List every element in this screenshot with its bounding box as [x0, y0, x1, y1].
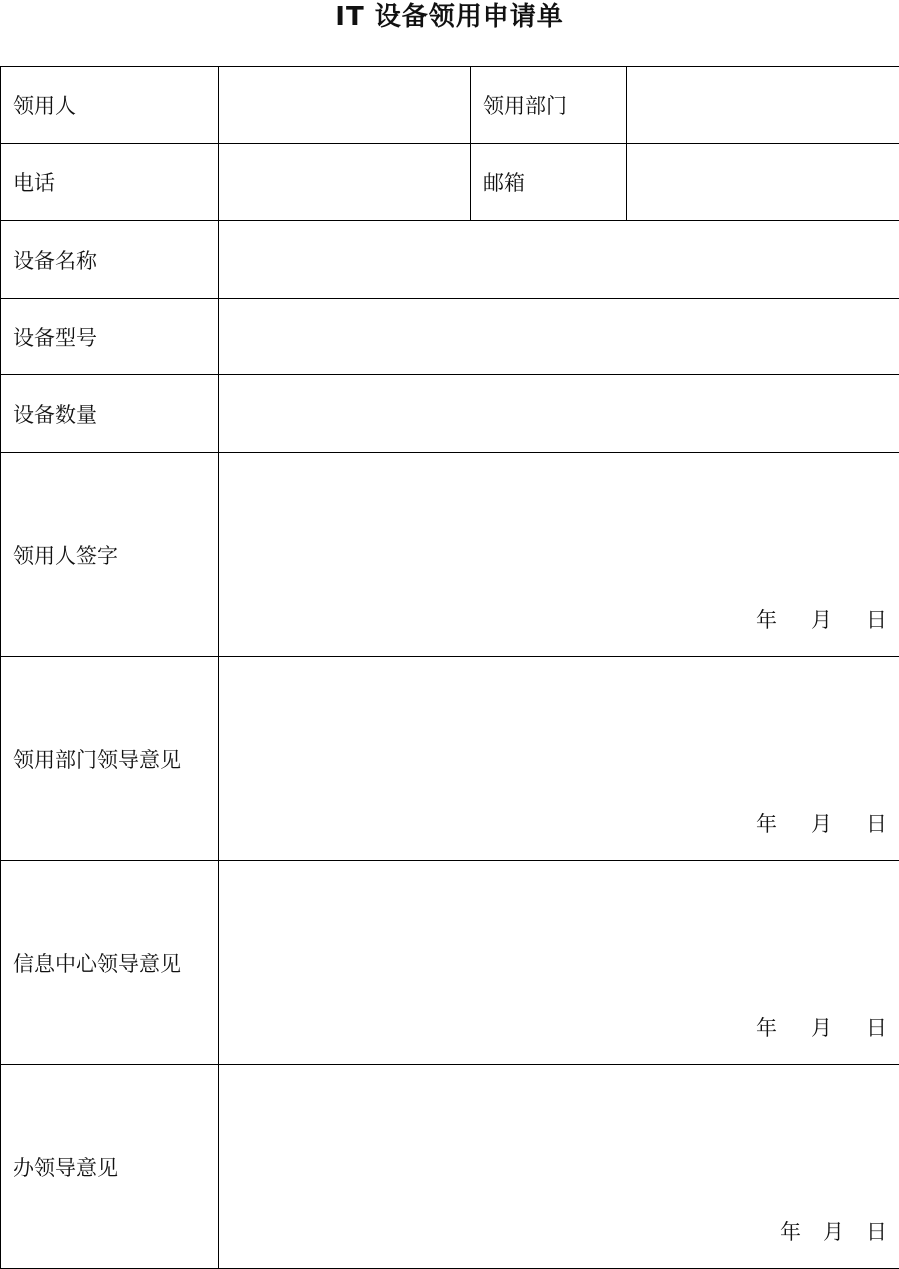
device-name-label: 设备名称 — [1, 221, 219, 299]
row-contact — [1, 144, 899, 221]
phone-field[interactable] — [219, 144, 471, 221]
date-year-label: 年 — [780, 1216, 801, 1246]
row-it-center-leader-opinion — [1, 861, 899, 1065]
date-month-label: 月 — [811, 808, 832, 838]
recipient-field[interactable] — [219, 67, 471, 144]
date-year-label: 年 — [756, 604, 777, 634]
row-device-model — [1, 299, 899, 375]
office-leader-opinion-field[interactable] — [219, 1065, 899, 1269]
device-quantity-label: 设备数量 — [1, 375, 219, 453]
date-month-label: 月 — [811, 604, 832, 634]
application-form-table — [0, 66, 899, 1269]
recipient-label: 领用人 — [1, 67, 219, 144]
department-leader-opinion-label: 领用部门领导意见 — [1, 657, 219, 861]
row-recipient — [1, 67, 899, 144]
row-department-leader-opinion — [1, 657, 899, 861]
date-year-label: 年 — [756, 1012, 777, 1042]
department-label: 领用部门 — [471, 67, 627, 144]
device-name-field[interactable] — [219, 221, 899, 299]
date-month-label: 月 — [811, 1012, 832, 1042]
row-recipient-signature — [1, 453, 899, 657]
date-day-label: 日 — [866, 604, 887, 634]
date-month-label: 月 — [823, 1216, 844, 1246]
recipient-signature-label: 领用人签字 — [1, 453, 219, 657]
device-quantity-field[interactable] — [219, 375, 899, 453]
form-title: IT 设备领用申请单 — [0, 0, 899, 36]
it-center-leader-opinion-field[interactable] — [219, 861, 899, 1065]
department-field[interactable] — [627, 67, 899, 144]
email-field[interactable] — [627, 144, 899, 221]
it-center-leader-opinion-label: 信息中心领导意见 — [1, 861, 219, 1065]
recipient-signature-field[interactable] — [219, 453, 899, 657]
row-device-quantity — [1, 375, 899, 453]
email-label: 邮箱 — [471, 144, 627, 221]
signature-date — [756, 604, 887, 634]
device-model-label: 设备型号 — [1, 299, 219, 375]
office-leader-opinion-label: 办领导意见 — [1, 1065, 219, 1269]
date-day-label: 日 — [866, 808, 887, 838]
office-leader-date — [780, 1216, 887, 1246]
device-model-field[interactable] — [219, 299, 899, 375]
date-day-label: 日 — [866, 1216, 887, 1246]
it-center-leader-date — [756, 1012, 887, 1042]
department-leader-date — [756, 808, 887, 838]
date-year-label: 年 — [756, 808, 777, 838]
phone-label: 电话 — [1, 144, 219, 221]
date-day-label: 日 — [866, 1012, 887, 1042]
row-office-leader-opinion — [1, 1065, 899, 1269]
department-leader-opinion-field[interactable] — [219, 657, 899, 861]
row-device-name — [1, 221, 899, 299]
